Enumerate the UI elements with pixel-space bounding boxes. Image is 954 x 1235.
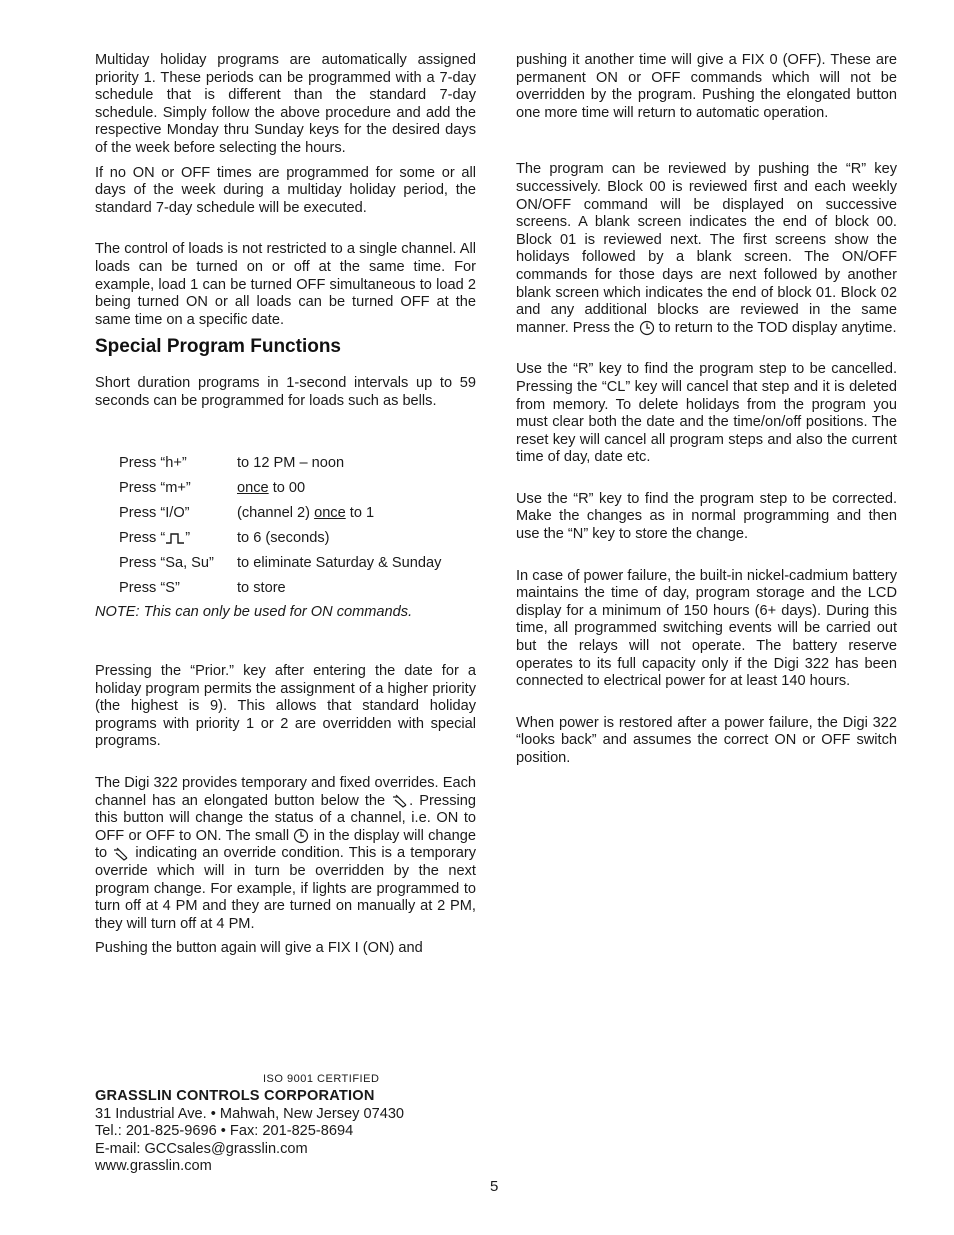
company-address: 31 Industrial Ave. • Mahwah, New Jersey 07430 xyxy=(95,1105,405,1122)
step-key: Press “I/O” xyxy=(119,505,190,522)
paragraph-short-duration: Short duration programs in 1-second intervals up to 59 seconds can be programmed for loads such as bells. xyxy=(95,375,476,409)
step-key: Press “Sa, Su” xyxy=(119,555,214,572)
paragraph-correct-step: Use the “R” key to find the program step to be corrected. Make the changes as in normal programming and then use the “N” key to store the change. xyxy=(516,490,897,543)
step-action-underlined: once xyxy=(314,505,346,522)
overrides-text-3: in the display will change to xyxy=(95,827,476,862)
footer xyxy=(95,1072,515,1176)
step-action: to 12 PM – noon xyxy=(237,455,345,472)
paragraph-no-on-off-times: If no ON or OFF times are programmed for some or all days of the week during a multiday holiday period, the standard 7-day schedule will be executed. xyxy=(95,164,476,216)
step-row xyxy=(119,577,441,602)
step-row xyxy=(119,527,441,552)
paragraph-review-program xyxy=(516,161,897,337)
hand-icon xyxy=(112,847,130,861)
company-phone: Tel.: 201-825-9696 • Fax: 201-825-8694 xyxy=(95,1123,354,1140)
left-column xyxy=(95,52,476,965)
clock-icon xyxy=(639,320,655,336)
note-on-commands-only: NOTE: This can only be used for ON commands. xyxy=(95,603,413,620)
overrides-text-2: . Pressing this button will change the status of a channel, i.e. ON to OFF or OFF to ON. The small xyxy=(95,792,476,844)
step-action: to store xyxy=(237,580,286,597)
clock-icon xyxy=(293,828,309,844)
company-website: www.grasslin.com xyxy=(95,1158,212,1175)
step-row xyxy=(119,502,441,527)
step-action: to eliminate Saturday & Sunday xyxy=(237,555,442,572)
paragraph-overrides xyxy=(95,775,476,933)
step-key-prefix: Press “ xyxy=(119,530,166,547)
page-number: 5 xyxy=(490,1178,499,1195)
paragraph-priority: Pressing the “Prior.” key after entering the date for a holiday program permits the assignment of a higher priority (the highest is 9). This allows that standard holiday programs with priority 1 or 2 are overridden with special programs. xyxy=(95,663,476,750)
iso-certification: ISO 9001 CERTIFIED xyxy=(263,1073,380,1085)
overrides-text-1: The Digi 322 provides temporary and fixed overrides. Each channel has an elongated button below the xyxy=(95,775,476,809)
step-action xyxy=(237,477,441,502)
paragraph-cancel-step: Use the “R” key to find the program step to be cancelled. Pressing the “CL” key will cancel that step and it is deleted from memory. To delete holidays from the program you must clear both the date and the time/on/off positions. The reset key will cancel all program steps and also the current time of day, date etc. xyxy=(516,361,897,466)
review-text-1: The program can be reviewed by pushing the “R” key successively. Block 00 is reviewed first and each weekly ON/OFF command will be displayed on successive screens. A blank screen indicates the end of block 00. Block 01 is reviewed next. The first screens show the holidays followed by a blank screen. The ON/OFF commands for those days are next followed by another blank screen which indicates the end of block 01. Block 02 and any additional blocks are reviewed in the same manner. Press the xyxy=(516,161,897,336)
step-key: Press “h+” xyxy=(119,455,187,472)
step-action-underlined: once xyxy=(237,480,269,497)
review-text-2: to return to the TOD display anytime. xyxy=(658,319,897,336)
company-email: E-mail: GCCsales@grasslin.com xyxy=(95,1140,308,1157)
step-key-suffix: ” xyxy=(185,530,191,547)
step-key xyxy=(119,527,237,552)
step-action-prefix: (channel 2) xyxy=(237,505,315,522)
paragraph-power-failure: In case of power failure, the built-in nickel-cadmium battery maintains the time of day, program storage and the LCD display for a minimum of 150 hours (6+ days). During this time, all programmed switching events will be carried out but the relays will not operate. The battery reserve operates to its full capacity only if the Digi 322 has been connected to electrical power for at least 140 hours. xyxy=(516,567,897,690)
steps-table xyxy=(119,452,441,602)
overrides-text-4: indicating an override condition. This is a temporary override which will in turn be overridden by the next program change. For example, if lights are programmed to turn off at 4 PM and they are turned on manually at 2 PM, they will turn off at 4 PM. xyxy=(95,845,476,932)
step-action: to 6 (seconds) xyxy=(237,530,330,547)
paragraph-fix-off: pushing it another time will give a FIX 0 (OFF). These are permanent ON or OFF commands which will not be overridden by the program. Pushing the elongated button one more time will return to automatic operation. xyxy=(516,52,897,121)
paragraph-multiday-holiday: Multiday holiday programs are automatically assigned priority 1. These periods can be programmed with a 7-day schedule that is different than the standard 7-day schedule. Simply follow the above procedure and add the respective Monday thru Sunday keys for the desired days of the week before selecting the hours. xyxy=(95,52,476,156)
paragraph-control-of-loads: The control of loads is not restricted to a single channel. All loads can be turned on or off at the same time. For example, load 1 can be turned OFF simultaneous to load 2 being turned ON or all loads can be turned OFF at the same time on a specific date. xyxy=(95,241,476,328)
right-column xyxy=(516,52,897,775)
paragraph-power-restored: When power is restored after a power failure, the Digi 322 “looks back” and assumes the correct ON or OFF switch position. xyxy=(516,714,897,766)
step-action xyxy=(237,502,441,527)
company-name: GRASSLIN CONTROLS CORPORATION xyxy=(95,1088,375,1104)
step-key: Press “m+” xyxy=(119,480,191,497)
step-action-rest: to 1 xyxy=(345,505,375,522)
step-action-rest: to 00 xyxy=(268,480,306,497)
section-heading-special-program-functions: Special Program Functions xyxy=(95,336,341,358)
step-key: Press “S” xyxy=(119,580,180,597)
step-row xyxy=(119,552,441,577)
pulse-icon xyxy=(165,532,185,544)
hand-icon xyxy=(391,794,409,808)
paragraph-fix-on: Pushing the button again will give a FIX I (ON) and xyxy=(95,940,423,957)
step-row xyxy=(119,452,441,477)
step-row xyxy=(119,477,441,502)
